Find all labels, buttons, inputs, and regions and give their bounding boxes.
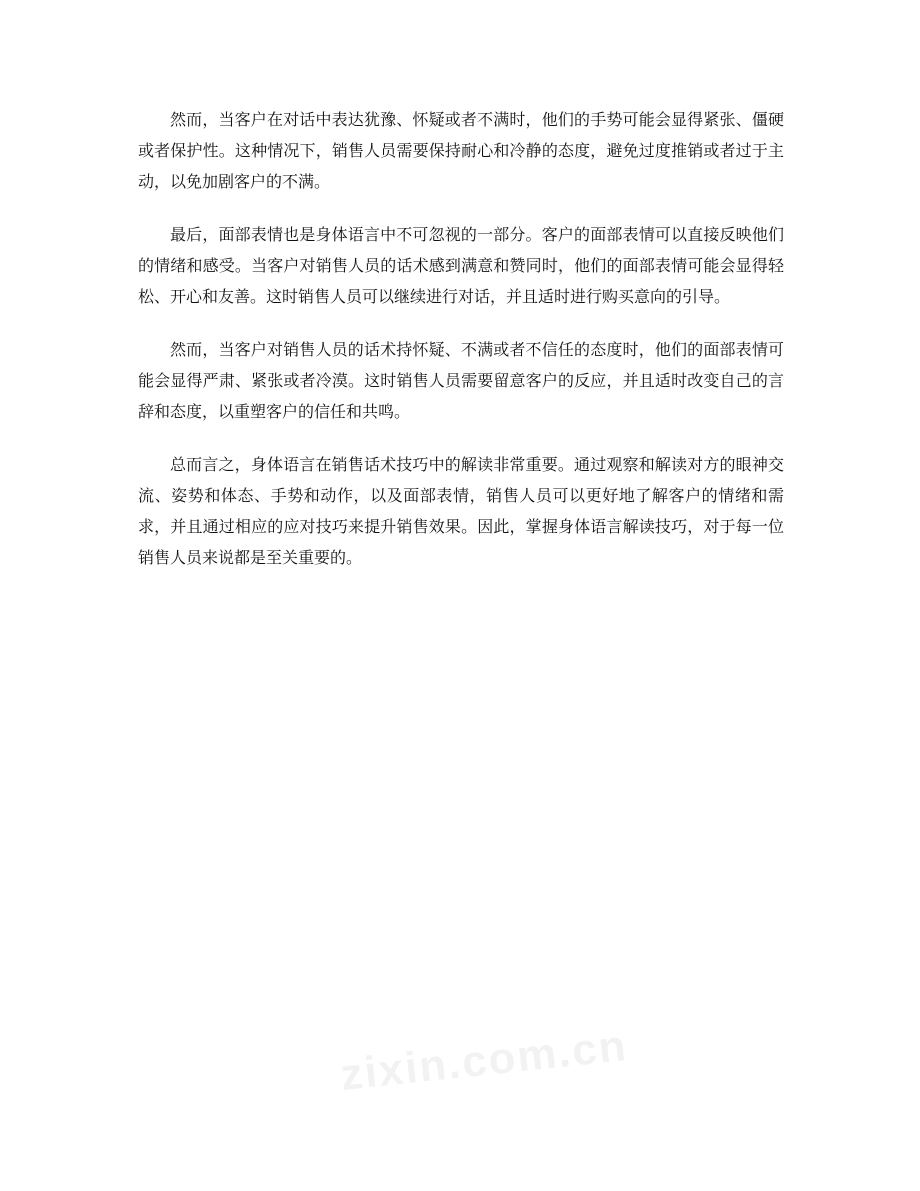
paragraph-2: 最后，面部表情也是身体语言中不可忽视的一部分。客户的面部表情可以直接反映他们的情绪和感受。当客户对销售人员的话术感到满意和赞同时，他们的面部表情可能会显得轻松、开心和友善。这时销售人员可以继续进行对话，并且适时进行购买意向的引导。 — [138, 225, 784, 306]
paragraph-1: 然而，当客户在对话中表达犹豫、怀疑或者不满时，他们的手势可能会显得紧张、僵硬或者保护性。这种情况下，销售人员需要保持耐心和冷静的态度，避免过度推销或者过于主动，以免加剧客户的不满。 — [138, 110, 784, 191]
paragraph-4: 总而言之，身体语言在销售话术技巧中的解读非常重要。通过观察和解读对方的眼神交流、姿势和体态、手势和动作，以及面部表情，销售人员可以更好地了解客户的情绪和需求，并且通过相应的应对技巧来提升销售效果。因此，掌握身体语言解读技巧，对于每一位销售人员来说都是至关重要的。 — [138, 455, 784, 567]
paragraph-3: 然而，当客户对销售人员的话术持怀疑、不满或者不信任的态度时，他们的面部表情可能会显得严肃、紧张或者冷漠。这时销售人员需要留意客户的反应，并且适时改变自己的言辞和态度，以重塑客户的信任和共鸣。 — [138, 340, 784, 421]
document-body — [138, 104, 784, 595]
watermark: zixin.com.cn — [338, 1021, 630, 1100]
